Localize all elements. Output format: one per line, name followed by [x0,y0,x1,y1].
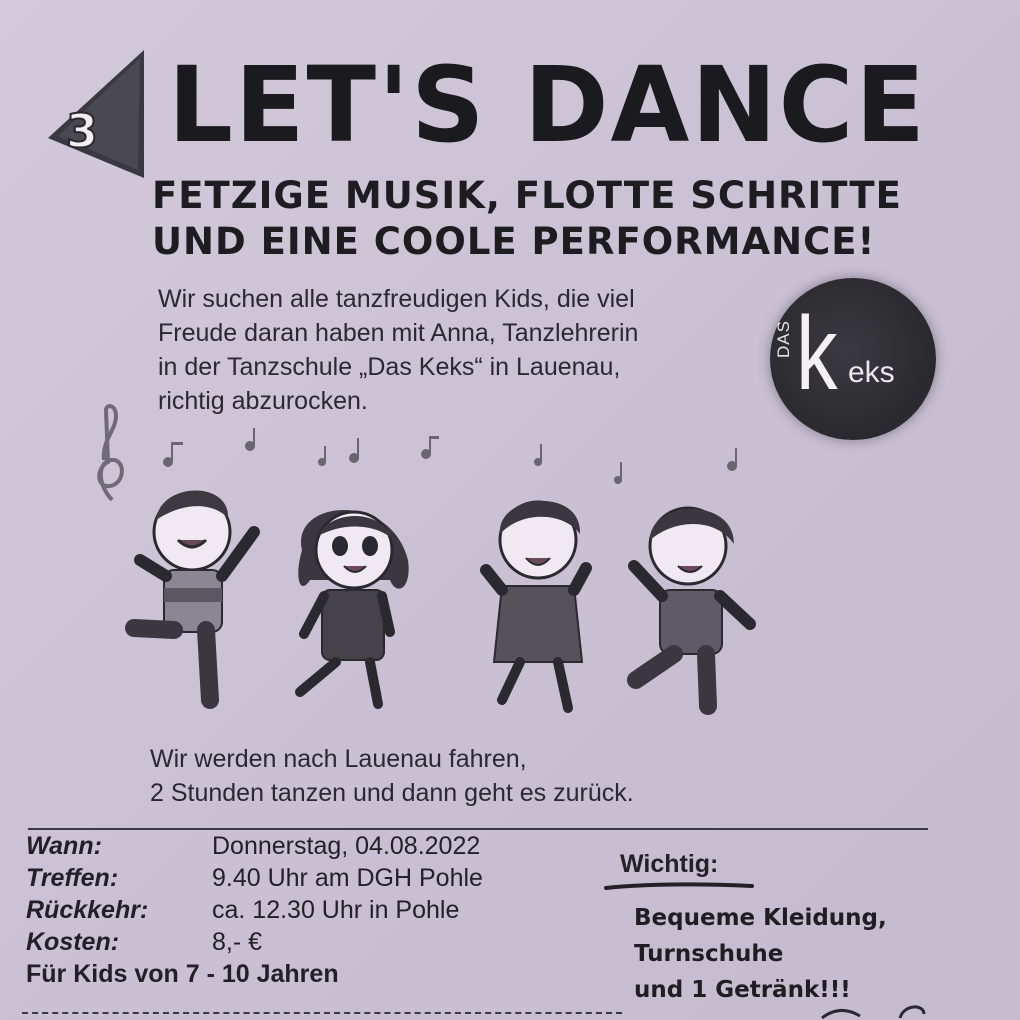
wichtig-item: Turnschuhe [634,941,784,967]
detail-label: Rückkehr: [26,896,149,924]
logo-eks-text: eks [848,356,895,389]
music-note-icon [163,428,737,484]
detail-value: 8,- € [212,928,263,956]
wichtig-item: Bequeme Kleidung, [634,905,887,931]
underline-stroke [604,880,754,892]
swirl-icon [820,1000,940,1020]
intro-line: richtig abzurocken. [158,387,368,415]
outro-text [150,742,634,810]
detail-label: Treffen: [26,864,119,892]
dancing-kid-1 [134,490,254,700]
logo-das-text: DAS [774,320,793,358]
logo-k-letter: k [796,296,838,412]
dashed-divider [22,1012,622,1014]
age-range-text: Für Kids von 7 - 10 Jahren [26,960,339,988]
intro-line: Freude daran haben mit Anna, Tanzlehrerin [158,319,639,347]
detail-value: 9.40 Uhr am DGH Pohle [212,864,483,892]
dancing-kid-4 [634,508,750,706]
outro-line: 2 Stunden tanzen und dann geht es zurück. [150,779,634,807]
badge-number: 3 [66,104,97,158]
detail-label: Kosten: [26,928,120,956]
outro-line: Wir werden nach Lauenau fahren, [150,745,527,773]
detail-value: Donnerstag, 04.08.2022 [212,832,481,860]
wichtig-heading: Wichtig: [620,850,719,878]
dancing-kid-2 [298,510,408,704]
dancing-kid-3 [486,501,586,708]
subtitle-line-2: UND EINE COOLE PERFORMANCE! [152,220,876,263]
dancing-kids-illustration [90,400,790,730]
treble-clef-icon [99,406,122,500]
wichtig-list [634,900,887,1008]
divider [28,828,928,830]
intro-line: Wir suchen alle tanzfreudigen Kids, die viel [158,285,635,313]
intro-text [158,282,758,418]
number-badge [44,46,154,182]
intro-line: in der Tanzschule „Das Keks“ in Lauenau, [158,353,621,381]
detail-value: ca. 12.30 Uhr in Pohle [212,896,460,924]
detail-label: Wann: [26,832,102,860]
triangle-badge-icon [44,46,154,182]
subtitle-line-1: FETZIGE MUSIK, FLOTTE SCHRITTE [152,174,902,217]
wichtig-item: und 1 Getränk!!! [634,977,851,1003]
page-title: LET'S DANCE [168,44,927,166]
